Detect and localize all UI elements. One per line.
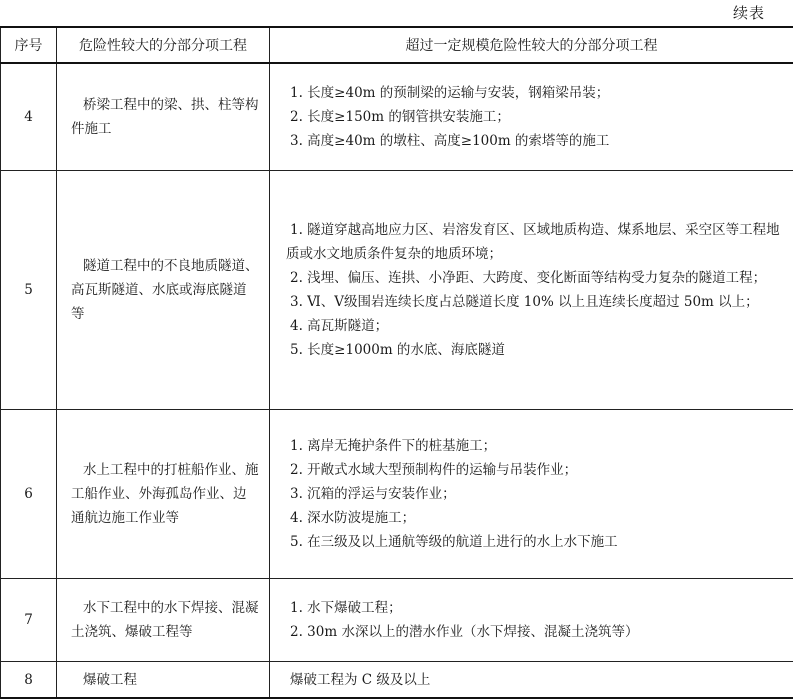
row-item: 2. 长度≥150m 的钢管拱安装施工； [286,105,781,129]
table-row [1,410,793,579]
row-item: 4. 深水防波堤施工； [286,506,781,530]
row-item: 1. 隧道穿越高地应力区、岩溶发育区、区域地质构造、煤系地层、采空区等工程地质或水文地质条件复杂的地质环境； [286,218,781,266]
table-row [1,579,793,662]
row-item: 爆破工程为 C 级及以上 [286,668,781,692]
row-category: 水下工程中的水下焊接、混凝土浇筑、爆破工程等 [57,579,270,662]
row-item: 5. 在三级及以上通航等级的航道上进行的水上水下施工 [286,530,781,554]
row-items [270,662,793,699]
table-header-row [1,27,793,63]
header-category: 危险性较大的分部分项工程 [57,27,270,63]
row-num: 6 [1,410,57,579]
row-item: 5. 长度≥1000m 的水底、海底隧道 [286,338,781,362]
table-row [1,63,793,171]
row-item: 4. 高瓦斯隧道； [286,314,781,338]
row-category: 水上工程中的打桩船作业、施工船作业、外海孤岛作业、边通航边施工作业等 [57,410,270,579]
table-row [1,171,793,410]
row-item: 3. 高度≥40m 的墩柱、高度≥100m 的索塔等的施工 [286,129,781,153]
row-item: 1. 长度≥40m 的预制梁的运输与安装，钢箱梁吊装； [286,81,781,105]
row-item: 2. 浅埋、偏压、连拱、小净距、大跨度、变化断面等结构受力复杂的隧道工程； [286,266,781,290]
row-category: 隧道工程中的不良地质隧道、高瓦斯隧道、水底或海底隧道等 [57,171,270,410]
row-num: 4 [1,63,57,171]
row-num: 5 [1,171,57,410]
continued-label: 续表 [733,2,765,23]
row-items [270,410,793,579]
row-item: 3. Ⅵ、Ⅴ级围岩连续长度占总隧道长度 10% 以上且连续长度超过 50m 以上； [286,290,781,314]
row-item: 1. 水下爆破工程； [286,596,781,620]
row-item: 1. 离岸无掩护条件下的桩基施工； [286,434,781,458]
row-items [270,63,793,171]
table-row [1,662,793,699]
hazard-table [0,26,793,699]
row-item: 2. 30m 水深以上的潜水作业（水下焊接、混凝土浇筑等） [286,620,781,644]
row-category: 爆破工程 [57,662,270,699]
header-large-scale: 超过一定规模危险性较大的分部分项工程 [270,27,793,63]
row-items [270,579,793,662]
row-category: 桥梁工程中的梁、拱、柱等构件施工 [57,63,270,171]
header-num: 序号 [1,27,57,63]
row-num: 7 [1,579,57,662]
row-items [270,171,793,410]
row-num: 8 [1,662,57,699]
row-item: 2. 开敞式水域大型预制构件的运输与吊装作业； [286,458,781,482]
row-item: 3. 沉箱的浮运与安装作业； [286,482,781,506]
